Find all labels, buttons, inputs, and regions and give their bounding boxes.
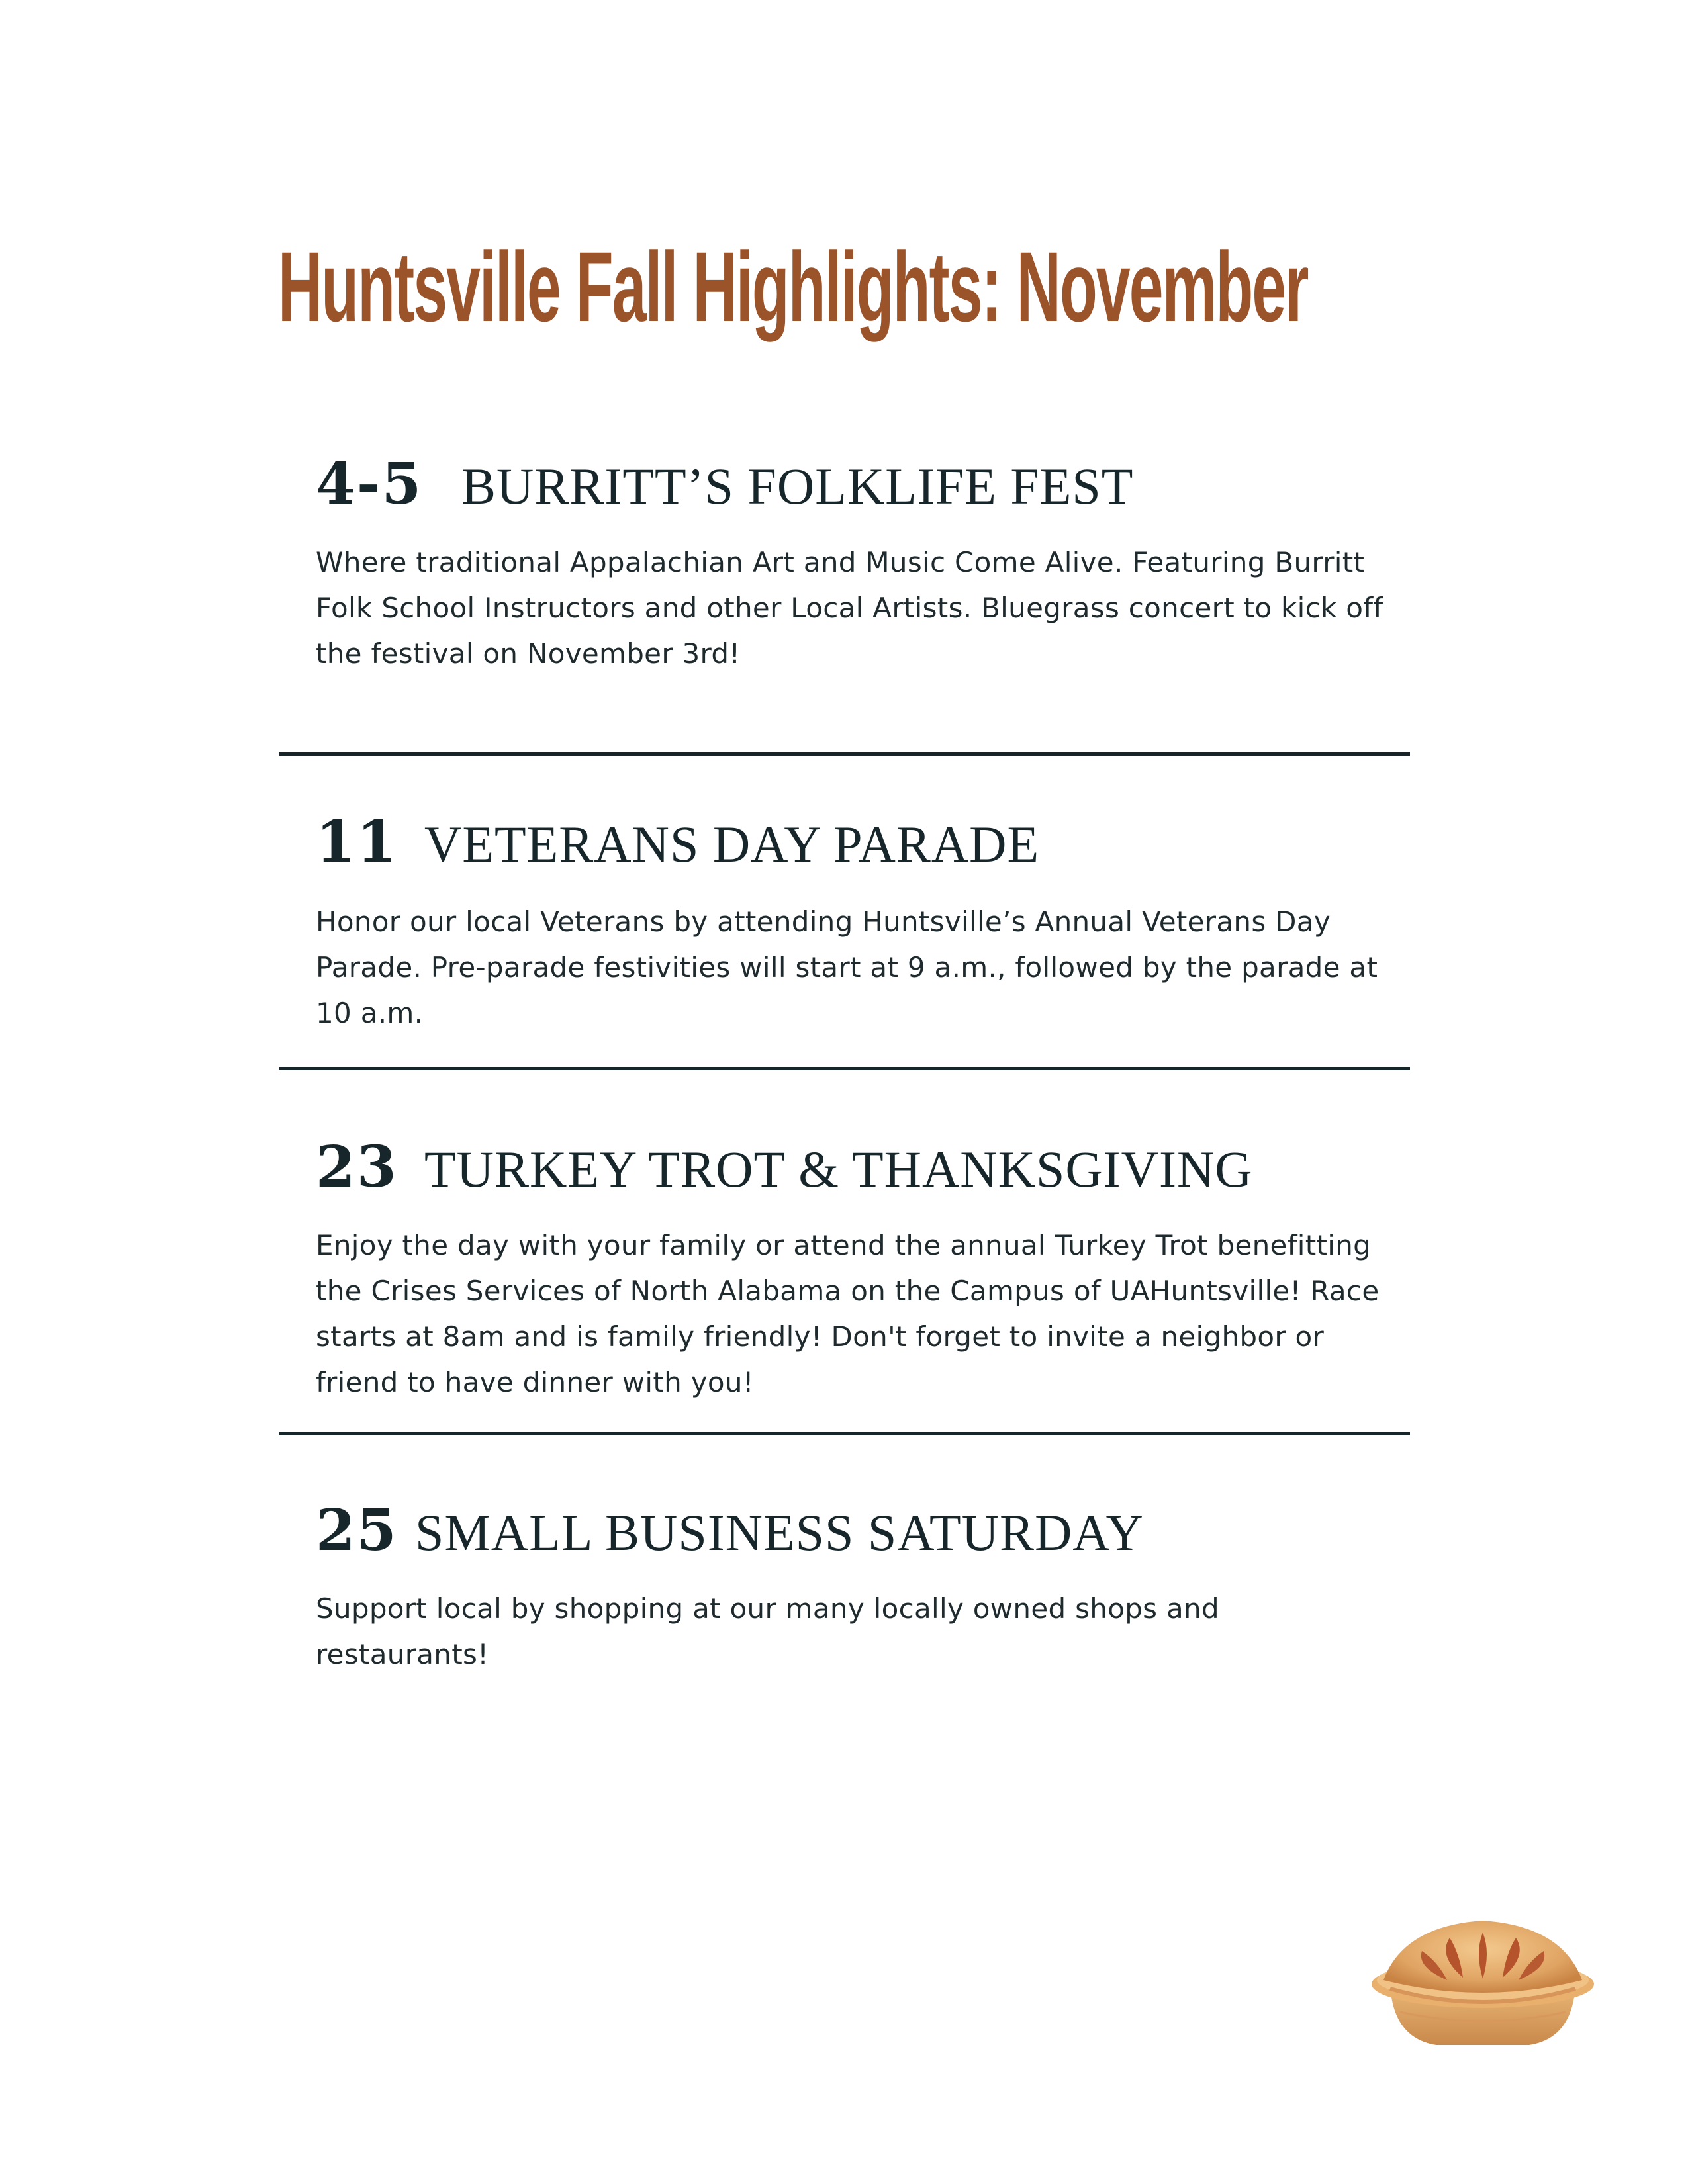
event-name: VETERANS DAY PARADE: [424, 815, 1040, 873]
event-burritts-folklife-fest: [316, 451, 1388, 676]
event-header: [316, 451, 1388, 520]
event-name: TURKEY TROT & THANKSGIVING: [424, 1140, 1253, 1198]
event-turkey-trot-thanksgiving: [316, 1134, 1388, 1405]
event-header: [316, 1134, 1388, 1203]
event-date: 4-5: [316, 451, 423, 518]
section-divider: [279, 752, 1410, 756]
event-name: SMALL BUSINESS SATURDAY: [415, 1504, 1144, 1561]
event-small-business-saturday: [316, 1498, 1388, 1677]
event-description: Where traditional Appalachian Art and Music Come Alive. Featuring Burritt Folk School Instructors and other Local Artists. Bluegrass concert to kick off the festival on November 3rd!: [316, 546, 1383, 670]
event-veterans-day-parade: [316, 809, 1388, 1036]
event-description: Enjoy the day with your family or attend the annual Turkey Trot benefitting the Crises Services of North Alabama on the Campus of UAHuntsville! Race starts at 8am and is family friendly! Don't forget to invite a neighbor or friend to have dinner with you!: [316, 1229, 1380, 1398]
event-header: [316, 809, 1388, 878]
event-date: 11: [316, 809, 398, 876]
pie-icon: [1364, 1906, 1602, 2065]
event-header: [316, 1498, 1388, 1566]
event-description: Support local by shopping at our many locally owned shops and restaurants!: [316, 1592, 1219, 1670]
section-divider: [279, 1432, 1410, 1435]
event-name: BURRITT’S FOLKLIFE FEST: [461, 457, 1134, 515]
event-date: 25: [316, 1497, 398, 1564]
page-title: Huntsville Fall Highlights: November: [278, 231, 1308, 342]
event-date: 23: [316, 1134, 398, 1201]
event-description: Honor our local Veterans by attending Huntsville’s Annual Veterans Day Parade. Pre-parade festivities will start at 9 a.m., followed by the parade at 10 a.m.: [316, 905, 1378, 1029]
section-divider: [279, 1067, 1410, 1070]
